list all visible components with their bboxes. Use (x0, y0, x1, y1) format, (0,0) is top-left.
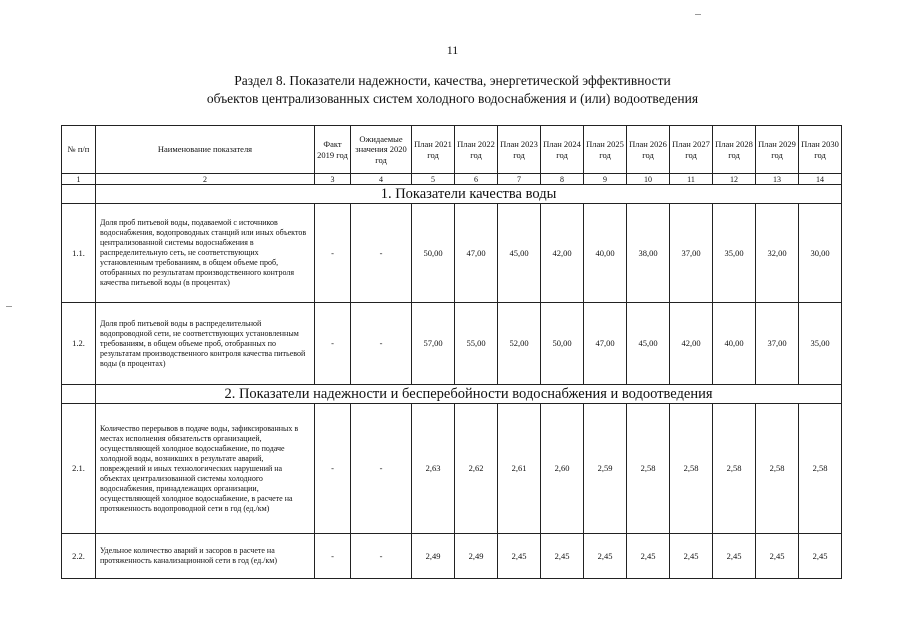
column-number-row (62, 174, 842, 185)
row-value: 45,00 (627, 303, 670, 385)
column-number: 12 (713, 174, 756, 185)
row-fact: - (315, 404, 351, 534)
row-value: 37,00 (756, 303, 799, 385)
row-value: 2,58 (627, 404, 670, 534)
row-value: 2,58 (713, 404, 756, 534)
row-value: 52,00 (498, 303, 541, 385)
row-value: 30,00 (799, 204, 842, 303)
section-title (0, 72, 905, 108)
row-value: 57,00 (412, 303, 455, 385)
column-number: 4 (351, 174, 412, 185)
row-value: 2,45 (584, 534, 627, 579)
table-row (62, 404, 842, 534)
row-num: 2.2. (62, 534, 96, 579)
column-number: 2 (96, 174, 315, 185)
column-number: 14 (799, 174, 842, 185)
row-value: 2,45 (541, 534, 584, 579)
header-plan-2021: План 2021 год (412, 126, 455, 174)
row-name: Количество перерывов в подаче воды, зафиксированных в местах исполнения обязательств организацией, осуществляющей холодное водоснабжение, по подаче холодной воды, возникших в результате аварий, повреждений и иных технологических нарушений на объектах централизованной системы холодного водоснабжения, принадлежащих организации, осуществляющей холодное водоснабжение, в расчете на протяженность водопроводной сети в год (ед./км) (96, 404, 315, 534)
header-plan-2029: План 2029 год (756, 126, 799, 174)
header-plan-2022: План 2022 год (455, 126, 498, 174)
header-plan-2025: План 2025 год (584, 126, 627, 174)
row-value: 2,61 (498, 404, 541, 534)
row-value: 2,45 (498, 534, 541, 579)
row-fact: - (315, 204, 351, 303)
row-expected: - (351, 404, 412, 534)
row-value: 42,00 (670, 303, 713, 385)
header-row (62, 126, 842, 174)
row-num: 2.1. (62, 404, 96, 534)
row-value: 50,00 (412, 204, 455, 303)
row-expected: - (351, 204, 412, 303)
row-value: 2,49 (455, 534, 498, 579)
row-value: 55,00 (455, 303, 498, 385)
header-plan-2024: План 2024 год (541, 126, 584, 174)
column-number: 1 (62, 174, 96, 185)
row-value: 37,00 (670, 204, 713, 303)
header-plan-2030: План 2030 год (799, 126, 842, 174)
section-title-line-2: объектов централизованных систем холодного водоснабжения и (или) водоотведения (206, 91, 699, 106)
row-value: 45,00 (498, 204, 541, 303)
header-plan-2023: План 2023 год (498, 126, 541, 174)
row-expected: - (351, 303, 412, 385)
row-value: 2,45 (799, 534, 842, 579)
row-value: 2,58 (670, 404, 713, 534)
table-row (62, 303, 842, 385)
scan-mark (695, 14, 701, 15)
section-row-1 (62, 185, 842, 204)
row-value: 2,59 (584, 404, 627, 534)
column-number: 9 (584, 174, 627, 185)
section-row-2 (62, 385, 842, 404)
scan-mark (6, 306, 12, 307)
row-value: 40,00 (584, 204, 627, 303)
table-row (62, 204, 842, 303)
row-expected: - (351, 534, 412, 579)
row-name: Доля проб питьевой воды в распределительной водопроводной сети, не соответствующих установленным требованиям, в общем объеме проб, отобранных по результатам производственного контроля качества питьевой воды (в процентах) (96, 303, 315, 385)
column-number: 10 (627, 174, 670, 185)
column-number: 8 (541, 174, 584, 185)
row-value: 2,63 (412, 404, 455, 534)
row-value: 2,45 (670, 534, 713, 579)
row-value: 2,58 (799, 404, 842, 534)
header-plan-2026: План 2026 год (627, 126, 670, 174)
row-value: 2,58 (756, 404, 799, 534)
header-expected: Ожидаемые значения 2020 год (351, 126, 412, 174)
row-value: 2,45 (713, 534, 756, 579)
column-number: 3 (315, 174, 351, 185)
column-number: 11 (670, 174, 713, 185)
row-value: 35,00 (713, 204, 756, 303)
header-plan-2027: План 2027 год (670, 126, 713, 174)
row-num: 1.2. (62, 303, 96, 385)
column-number: 6 (455, 174, 498, 185)
row-value: 47,00 (584, 303, 627, 385)
indicators-table (61, 125, 842, 579)
row-value: 47,00 (455, 204, 498, 303)
header-plan-2028: План 2028 год (713, 126, 756, 174)
row-value: 38,00 (627, 204, 670, 303)
row-value: 2,45 (756, 534, 799, 579)
column-number: 7 (498, 174, 541, 185)
row-value: 2,45 (627, 534, 670, 579)
row-num: 1.1. (62, 204, 96, 303)
column-number: 5 (412, 174, 455, 185)
row-value: 32,00 (756, 204, 799, 303)
row-fact: - (315, 303, 351, 385)
row-value: 40,00 (713, 303, 756, 385)
row-name: Удельное количество аварий и засоров в расчете на протяженность канализационной сети в год (ед./км) (96, 534, 315, 579)
row-value: 2,62 (455, 404, 498, 534)
page-number: 11 (446, 43, 459, 57)
header-fact: Факт 2019 год (315, 126, 351, 174)
table-row (62, 534, 842, 579)
row-name: Доля проб питьевой воды, подаваемой с источников водоснабжения, водопроводных станций или иных объектов централизованной системы водоснабжения в распределительную сеть, не соответствующих установленным требованиям, в общем объеме проб, отобранных по результатам производственного контроля качества питьевой воды (в процентах) (96, 204, 315, 303)
row-fact: - (315, 534, 351, 579)
section-title-line-1: Раздел 8. Показатели надежности, качества, энергетической эффективности (234, 73, 671, 88)
row-value: 35,00 (799, 303, 842, 385)
column-number: 13 (756, 174, 799, 185)
row-value: 2,49 (412, 534, 455, 579)
header-name: Наименование показателя (96, 126, 315, 174)
row-value: 2,60 (541, 404, 584, 534)
header-num: № п/п (62, 126, 96, 174)
row-value: 50,00 (541, 303, 584, 385)
row-value: 42,00 (541, 204, 584, 303)
section-2-title: 2. Показатели надежности и бесперебойности водоснабжения и водоотведения (96, 385, 842, 404)
section-1-title: 1. Показатели качества воды (96, 185, 842, 204)
